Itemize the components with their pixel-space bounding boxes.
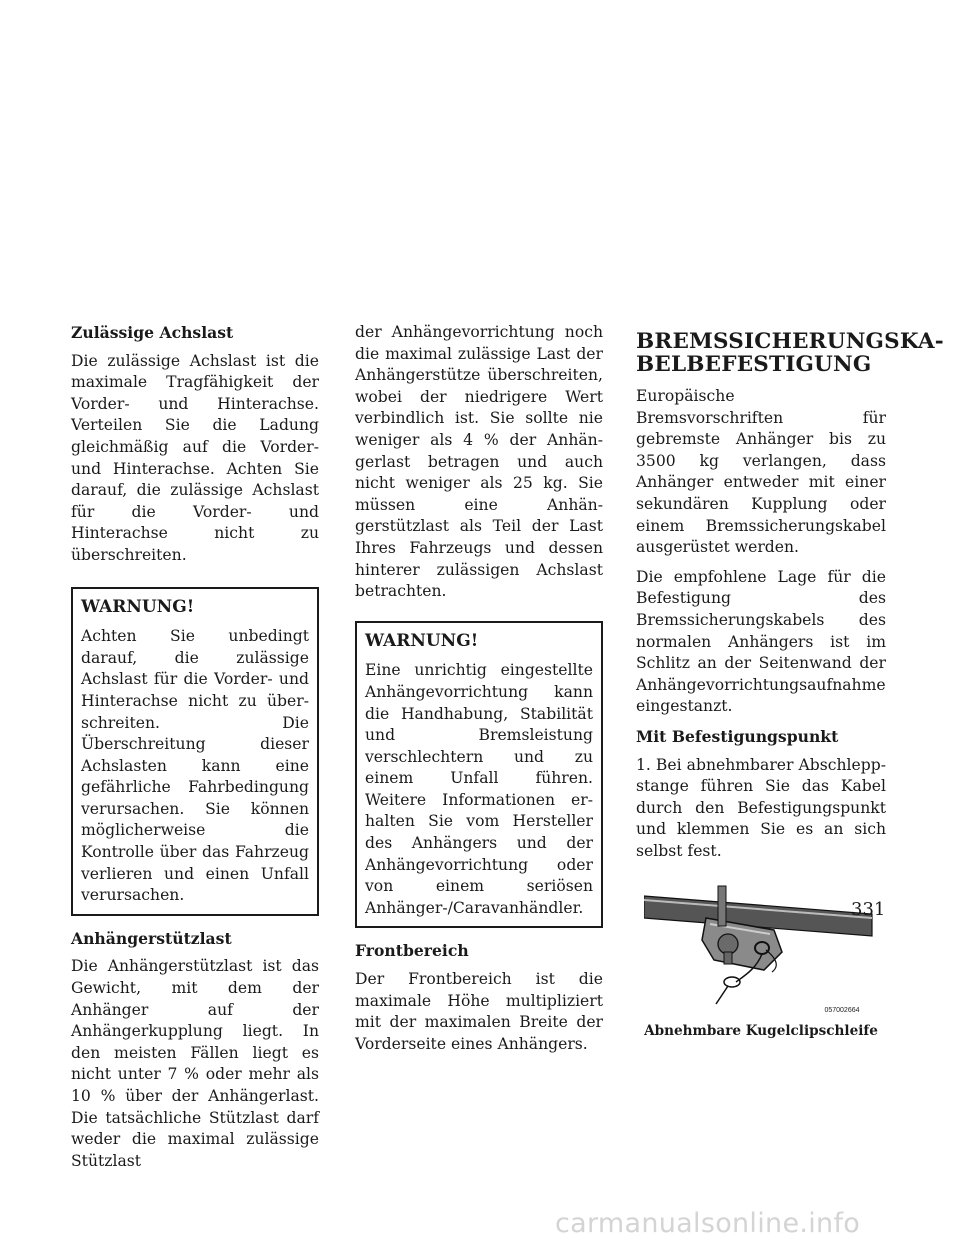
warning-box-achslast <box>71 587 319 916</box>
figure-code: 057002664 <box>824 1007 860 1015</box>
paragraph-achslast: Die zulässige Achslast ist die maximale Tragfähigkeit der Vorder- und Hinterachse. Verteilen Sie die Ladung gleichmäßig auf die Vorder- und Hinterachse. Achten Sie darauf, die zulässige Achslast für die Vorder- und Hinterachse nicht zu überschreiten. <box>71 351 319 564</box>
column-right <box>636 328 944 1043</box>
paragraph-befestigungslage: Die empfohlene Lage für die Befestigung des Bremssicherungskabels des normalen Anhängers ist im Schlitz an der Seitenwand der Anhängevorrichtungsaufnahme eingestanzt. <box>636 567 886 716</box>
heading-anhaengerstuetzlast: Anhängerstützlast <box>71 928 232 948</box>
paragraph-bremsvorschriften: Europäische Bremsvorschriften für gebremste Anhänger bis zu 3500 kg verlangen, dass Anhänger entweder mit einer sekundären Kupplung oder einem Bremssicherungskabel ausgerüstet werden. <box>636 387 886 557</box>
column-left <box>71 322 319 1180</box>
section-heading-line1: BREMSSICHERUNGSKA- <box>636 329 944 354</box>
figure-caption: Abnehmbare Kugelclipschleife <box>644 1023 878 1040</box>
paragraph-schritt-1: 1. Bei abnehmbarer Abschleppstange führen Sie das Kabel durch den Befestigungspunkt und klemmen Sie es an sich selbst fest. <box>636 755 886 860</box>
watermark: carmanualsonline.info <box>555 1208 861 1239</box>
heading-zulaessige-achslast: Zulässige Achslast <box>71 323 234 342</box>
heading-mit-befestigungspunkt: Mit Befestigungspunkt <box>636 726 839 746</box>
paragraph-stuetzlast-cont: der Anhängevorrichtung noch die maximal zulässige Last der Anhängerstütze überschreiten, wobei der niedrigere Wert verbindlich ist. Sie sollte nie weniger als 4 % der Anhängerlast betragen und auch nicht weniger als 25 kg. Sie müssen eine Anhängerstützlast als Teil der Last Ihres Fahrzeugs und dessen hinterer zulässigen Achslast betrachten. <box>355 323 603 601</box>
warning-box-anhaengevorrichtung <box>355 621 603 929</box>
paragraph-frontbereich: Der Frontbereich ist die maximale Höhe multipliziert mit der maximalen Breite der Vorderseite eines Anhängers. <box>355 970 603 1053</box>
paragraph-stuetzlast: Die Anhängerstützlast ist das Gewicht, mit dem der Anhänger auf der Anhängerkupplung liegt. In den meisten Fällen liegt es nicht unter 7 % oder mehr als 10 % über der Anhängerlast. Die tatsächliche Stützlast darf weder die maximal zulässige Stützlast <box>71 957 319 1170</box>
tow-hitch-illustration <box>644 874 874 1016</box>
warning-text: Eine unrichtig eingestellte Anhängevorrichtung kann die Handhabung, Stabilität und Bremsleistung verschlechtern und zu einem Unfall führen. Weitere Informationen erhalten Sie vom Hersteller des Anhängers und der Anhängevorrichtung oder von einem seriösen Anhänger-/Caravanhändler. <box>365 661 593 917</box>
column-middle <box>355 322 603 1063</box>
figure-kugelclipschleife <box>644 874 874 1016</box>
warning-title: WARNUNG! <box>81 596 195 617</box>
section-heading-line2: BELBEFESTIGUNG <box>636 352 872 377</box>
section-heading <box>636 329 944 377</box>
warning-text: Achten Sie unbedingt darauf, die zulässige Achslast für die Vorder- und Hinterachse nicht zu überschreiten. Die Überschreitung dieser Achslasten kann eine gefährliche Fahrbedingung verursachen. Sie können möglicherweise die Kontrolle über das Fahrzeug verlieren und einen Unfall verursachen. <box>81 627 309 905</box>
heading-frontbereich: Frontbereich <box>355 941 469 961</box>
page-number: 331 <box>851 899 886 920</box>
warning-title: WARNUNG! <box>365 630 479 651</box>
